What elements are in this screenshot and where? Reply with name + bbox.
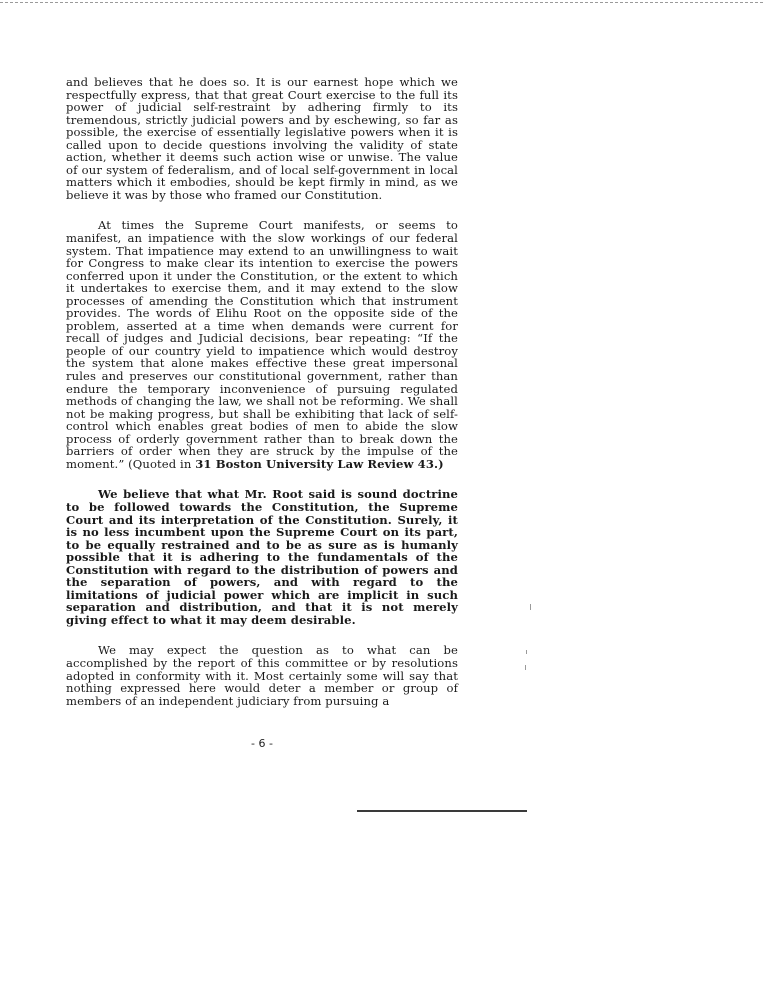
- paragraph-expected-question: We may expect the question as to what can be accomplished by the report of this committee or by resolutions adopted in conformity with it. Most certainly some will say that nothing expressed here would deter a member or group of members of an independent judiciary from pursuing a: [66, 643, 458, 708]
- paragraph-impatience: [66, 219, 458, 470]
- paragraph-impatience-text: At times the Supreme Court manifests, or seems to manifest, an impatience with the slow workings of our federal system. That impatience may extend to an unwillingness to wait for Congress to make clear its intention to exercise the powers conferred upon it under the Constitution, or the extent to which it undertakes to exercise them, and it may extend to the slow processes of amending the Constitution which that instrument provides. The words of Elihu Root on the opposite side of the problem, asserted at a time when demands were current for recall of judges and Judicial decisions, bear repeating: “If the people of our country yield to impatience which would destroy the system that alone makes effective these great impersonal rules and preserves our constitutional government, rather than endure the temporary inconvenience of pursuing regulated methods of changing the law, we shall not be reforming. We shall not be making progress, but shall be exhibiting that lack of self-control which enables great bodies of men to abide the slow process of orderly government rather than to break down the barriers of order when they are struck by the impulse of the moment.” (Quoted in: [66, 218, 458, 471]
- page-number: - 6 -: [251, 737, 273, 750]
- paragraph-continuation: and believes that he does so. It is our earnest hope which we respectfully express, that that great Court exercise to the full its power of judicial self-restraint by adhering firmly to its tremendous, strictly judicial powers and by eschewing, so far as possible, the exercise of essentially legislative powers when it is called upon to decide questions involving the validity of state action, whether it deems such action wise or unwise. The value of our system of federalism, and of local self-government in local matters which it embodies, should be kept firmly in mind, as we believe it was by those who framed our Constitution.: [66, 75, 458, 202]
- scan-top-edge: [0, 2, 763, 3]
- margin-mark: [526, 650, 527, 654]
- footer-rule: [357, 810, 527, 812]
- margin-mark: [530, 604, 531, 610]
- law-review-citation: 31 Boston University Law Review 43.): [195, 456, 444, 471]
- margin-mark: [525, 665, 526, 670]
- document-body: [66, 76, 458, 725]
- paragraph-sound-doctrine: We believe that what Mr. Root said is sound doctrine to be followed towards the Constitution, the Supreme Court and its interpretation of the Constitution. Surely, it is no less incumbent upon the Supreme Court on its part, to be equally restrained and to be as sure as is humanly possible that it is adhering to the fundamentals of the Constitution with regard to the distribution of powers and the separation of powers, and with regard to the limitations of judicial power which are implicit in such separation and distribution, and that it is not merely giving effect to what it may deem desirable.: [66, 487, 458, 627]
